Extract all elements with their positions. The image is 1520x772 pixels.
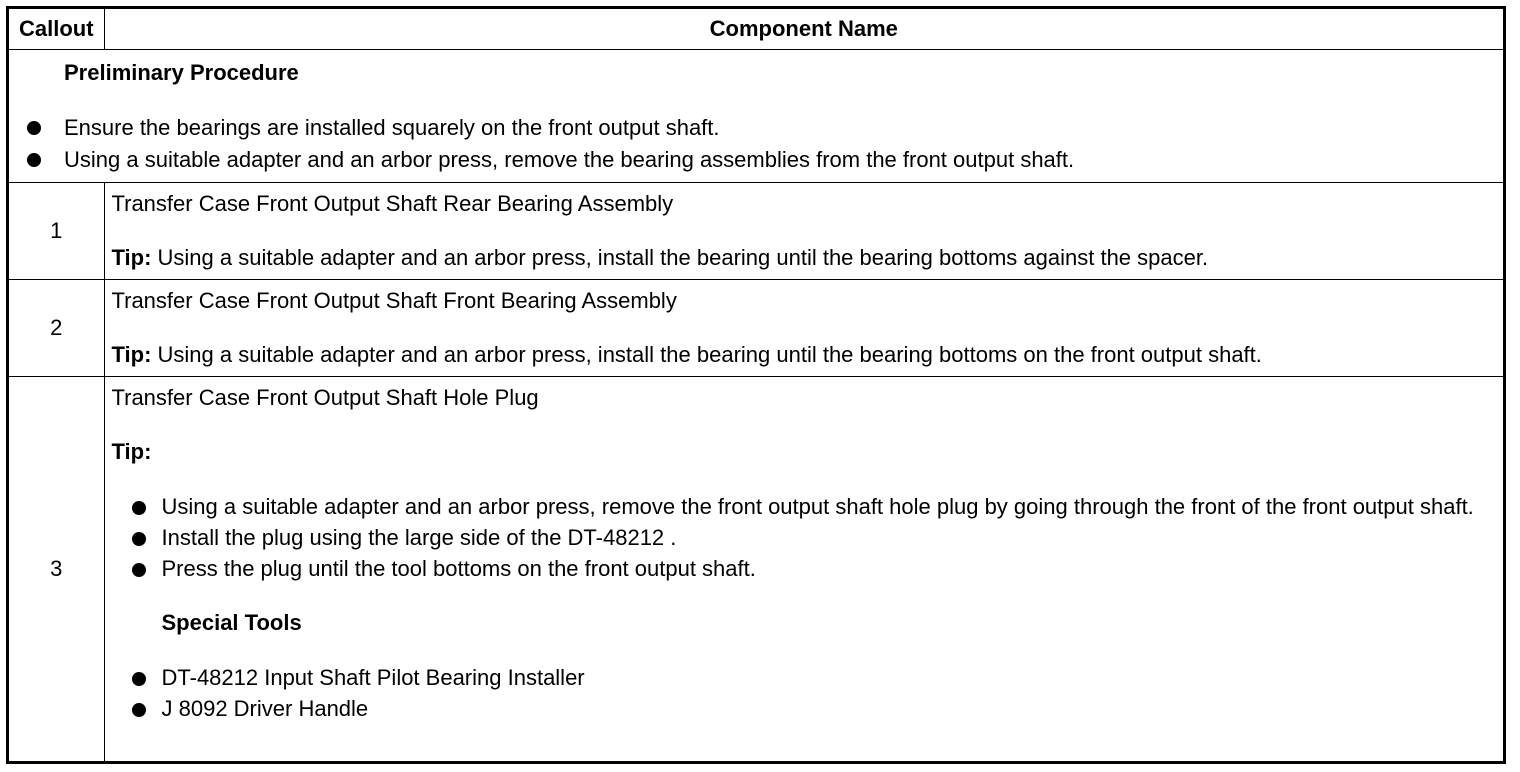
- bullet-icon: [132, 532, 146, 546]
- list-item: [132, 693, 1494, 724]
- bullet-icon: [27, 121, 41, 135]
- tip-text: Using a suitable adapter and an arbor press, install the bearing until the bearing bottoms against the spacer.: [151, 245, 1209, 270]
- special-tool-text: J 8092 Driver Handle: [161, 696, 369, 721]
- tip-item-text: Using a suitable adapter and an arbor press, remove the front output shaft hole plug by going through the front of the front output shaft.: [161, 494, 1474, 519]
- bullet-icon: [132, 563, 146, 577]
- component-cell: [104, 377, 1503, 762]
- bullet-icon: [27, 153, 41, 167]
- tip-line: [112, 243, 1494, 273]
- tip-line: [112, 340, 1494, 370]
- tip-item-text: Press the plug until the tool bottoms on the front output shaft.: [161, 556, 756, 581]
- preliminary-cell: [9, 50, 1503, 183]
- list-item: [132, 662, 1494, 693]
- component-name: Transfer Case Front Output Shaft Rear Bearing Assembly: [111, 191, 674, 216]
- component-name: Transfer Case Front Output Shaft Hole Plug: [111, 385, 539, 410]
- callout-number: 1: [9, 183, 104, 280]
- component-name: Transfer Case Front Output Shaft Front Bearing Assembly: [111, 288, 677, 313]
- tip-label: Tip:: [111, 245, 152, 270]
- bullet-icon: [132, 501, 146, 515]
- preliminary-item-text: Ensure the bearings are installed squarely on the front output shaft.: [64, 115, 720, 140]
- special-tools-title: Special Tools: [161, 610, 302, 635]
- preliminary-title: Preliminary Procedure: [64, 60, 299, 85]
- preliminary-row: [9, 50, 1503, 183]
- list-item: [21, 144, 1493, 176]
- special-tools-list: [132, 662, 1494, 724]
- procedure-table: [9, 9, 1503, 761]
- bullet-icon: [132, 703, 146, 717]
- callout-number: 2: [9, 280, 104, 377]
- bullet-icon: [132, 672, 146, 686]
- preliminary-item-text: Using a suitable adapter and an arbor press, remove the bearing assemblies from the front output shaft.: [64, 147, 1075, 172]
- tip-label: Tip:: [111, 342, 152, 367]
- table-row: [9, 377, 1503, 762]
- tip-list: [132, 491, 1494, 584]
- callout-header: Callout: [9, 9, 104, 50]
- list-item: [132, 553, 1494, 584]
- header-row: [9, 9, 1503, 50]
- special-tool-text: DT-48212 Input Shaft Pilot Bearing Installer: [161, 665, 585, 690]
- list-item: [132, 522, 1494, 553]
- component-cell: [104, 183, 1503, 280]
- callout-number: 3: [9, 377, 104, 762]
- tip-text: Using a suitable adapter and an arbor press, install the bearing until the bearing bottoms on the front output shaft.: [151, 342, 1262, 367]
- table-row: [9, 280, 1503, 377]
- procedure-table-frame: [6, 6, 1506, 764]
- list-item: [132, 491, 1494, 522]
- tip-label: Tip:: [111, 439, 152, 464]
- list-item: [21, 112, 1493, 144]
- component-name-header: Component Name: [104, 9, 1503, 50]
- tip-item-text: Install the plug using the large side of the DT-48212 .: [161, 525, 677, 550]
- component-cell: [104, 280, 1503, 377]
- table-row: [9, 183, 1503, 280]
